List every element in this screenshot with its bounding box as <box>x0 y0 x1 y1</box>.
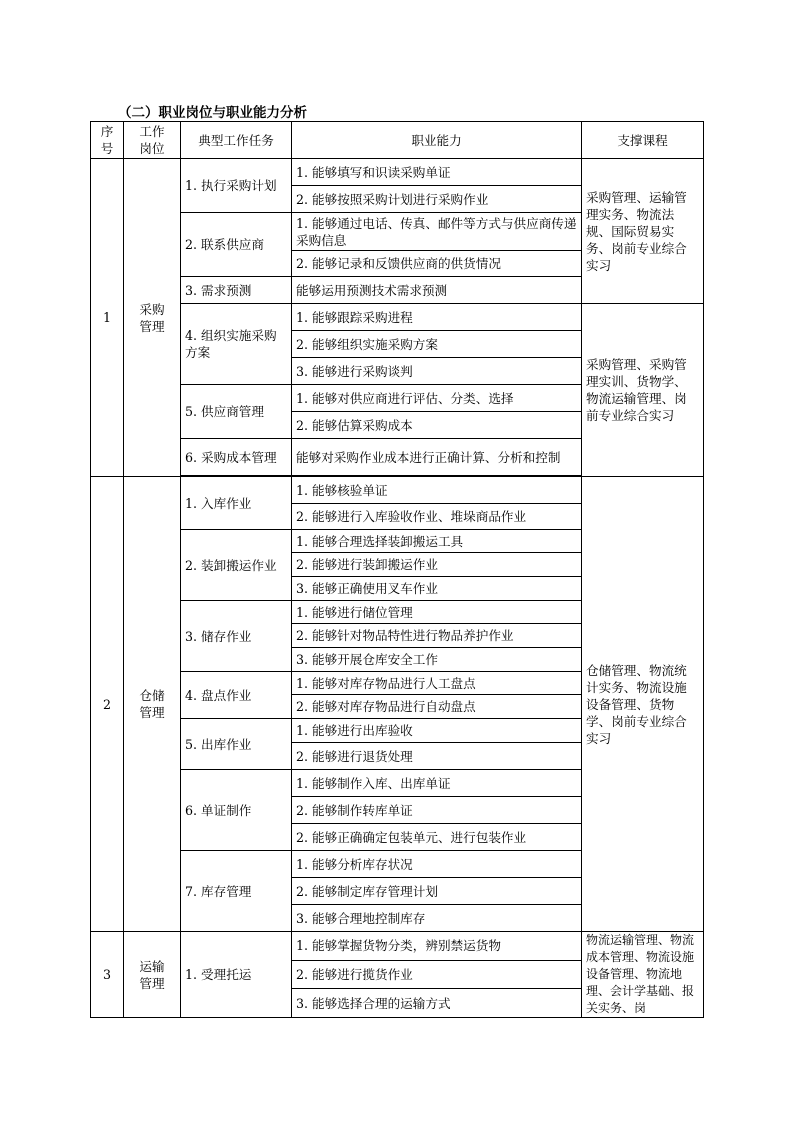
ability-cell: 1. 能够掌握货物分类，辨别禁运货物 <box>292 932 582 961</box>
task-cell: 2. 装卸搬运作业 <box>181 530 292 601</box>
ability-cell: 2. 能够正确确定包装单元、进行包装作业 <box>292 824 582 851</box>
ability-cell: 3. 能够开展仓库安全工作 <box>292 648 582 672</box>
task-cell: 1. 入库作业 <box>181 477 292 530</box>
ability-cell: 3. 能够正确使用叉车作业 <box>292 577 582 601</box>
header-post: 工作 岗位 <box>124 122 181 159</box>
courses-cell: 仓储管理、物流统计实务、物流设施设备管理、货物学、岗前专业综合实习 <box>582 477 704 932</box>
header-seq: 序 号 <box>91 122 124 159</box>
courses-cell: 采购管理、运输管理实务、物流法规、国际贸易实务、岗前专业综合实习 <box>582 159 704 304</box>
ability-cell: 1. 能够对供应商进行评估、分类、选择 <box>292 385 582 412</box>
ability-cell: 1. 能够制作入库、出库单证 <box>292 770 582 797</box>
post-cell: 仓储 管理 <box>124 477 181 932</box>
ability-cell: 能够运用预测技术需求预测 <box>292 277 582 304</box>
ability-cell: 2. 能够进行装卸搬运作业 <box>292 553 582 577</box>
ability-cell: 1. 能够填写和识读采购单证 <box>292 159 582 186</box>
header-ability: 职业能力 <box>292 122 582 159</box>
table-row <box>91 304 704 331</box>
post-cell: 采购 管理 <box>124 159 181 477</box>
ability-cell: 2. 能够制定库存管理计划 <box>292 878 582 905</box>
header-row <box>91 122 704 159</box>
ability-cell: 3. 能够进行采购谈判 <box>292 358 582 385</box>
header-courses: 支撑课程 <box>582 122 704 159</box>
table-row <box>91 932 704 961</box>
ability-cell: 2. 能够进行退货处理 <box>292 743 582 770</box>
ability-cell: 3. 能够选择合理的运输方式 <box>292 989 582 1018</box>
task-cell: 3. 储存作业 <box>181 601 292 672</box>
ability-cell: 1. 能够分析库存状况 <box>292 851 582 878</box>
table-row <box>91 159 704 186</box>
ability-cell: 2. 能够估算采购成本 <box>292 412 582 439</box>
task-cell: 4. 盘点作业 <box>181 672 292 719</box>
ability-cell: 1. 能够对库存物品进行人工盘点 <box>292 672 582 695</box>
section-title: （二）职业岗位与职业能力分析 <box>118 105 307 121</box>
ability-cell: 2. 能够进行入库验收作业、堆垛商品作业 <box>292 504 582 530</box>
courses-cell: 物流运输管理、物流成本管理、物流设施设备管理、物流地理、会计学基础、报关实务、岗 <box>582 932 704 1018</box>
seq-cell: 2 <box>91 477 124 932</box>
task-cell: 3. 需求预测 <box>181 277 292 304</box>
ability-cell: 2. 能够制作转库单证 <box>292 797 582 824</box>
job-analysis-table <box>90 121 704 1018</box>
ability-cell: 1. 能够进行储位管理 <box>292 601 582 624</box>
task-cell: 4. 组织实施采购方案 <box>181 304 292 385</box>
ability-cell: 1. 能够核验单证 <box>292 477 582 504</box>
ability-cell: 2. 能够进行揽货作业 <box>292 960 582 989</box>
task-cell: 7. 库存管理 <box>181 851 292 932</box>
ability-cell: 2. 能够记录和反馈供应商的供货情况 <box>292 251 582 277</box>
ability-cell: 3. 能够合理地控制库存 <box>292 905 582 932</box>
header-task: 典型工作任务 <box>181 122 292 159</box>
table-row <box>91 477 704 504</box>
seq-cell: 3 <box>91 932 124 1018</box>
ability-cell: 1. 能够进行出库验收 <box>292 719 582 743</box>
task-cell: 5. 出库作业 <box>181 719 292 770</box>
post-cell: 运输 管理 <box>124 932 181 1018</box>
ability-cell: 能够对采购作业成本进行正确计算、分析和控制 <box>292 439 582 476</box>
seq-cell: 1 <box>91 159 124 477</box>
ability-cell: 2. 能够对库存物品进行自动盘点 <box>292 695 582 719</box>
ability-cell: 2. 能够按照采购计划进行采购作业 <box>292 186 582 213</box>
ability-cell: 2. 能够组织实施采购方案 <box>292 331 582 358</box>
courses-cell: 采购管理、采购管理实训、货物学、物流运输管理、岗前专业综合实习 <box>582 304 704 477</box>
task-cell: 6. 单证制作 <box>181 770 292 851</box>
task-cell: 6. 采购成本管理 <box>181 439 292 476</box>
task-cell: 5. 供应商管理 <box>181 385 292 439</box>
ability-cell: 2. 能够针对物品特性进行物品养护作业 <box>292 624 582 648</box>
task-cell: 2. 联系供应商 <box>181 213 292 277</box>
task-cell: 1. 受理托运 <box>181 932 292 1018</box>
ability-cell: 1. 能够通过电话、传真、邮件等方式与供应商传递采购信息 <box>292 213 582 251</box>
ability-cell: 1. 能够合理选择装卸搬运工具 <box>292 530 582 553</box>
ability-cell: 1. 能够跟踪采购进程 <box>292 304 582 331</box>
task-cell: 1. 执行采购计划 <box>181 159 292 213</box>
